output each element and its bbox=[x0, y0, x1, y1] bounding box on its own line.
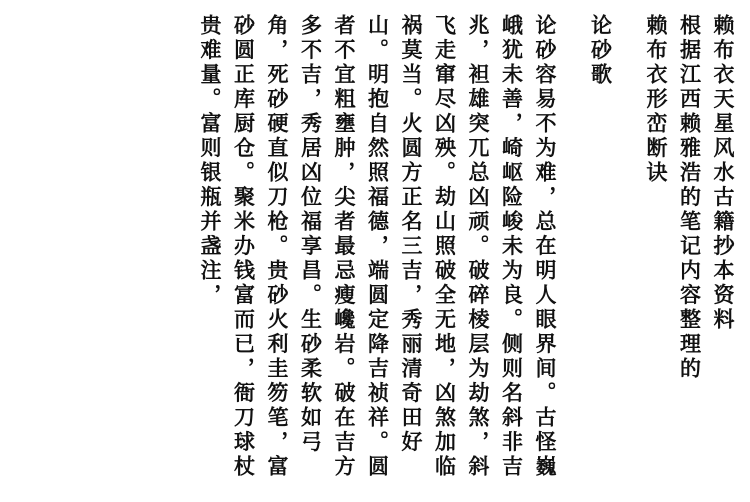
body-text: 论砂容易不为难，总在明人眼界间。古怪巍峨犹未善，崎岖险峻未为良。侧则名斜非吉兆，袒雄突兀总凶顽。破碎棱层为劫煞，斜飞走窜尽凶殃。劫山照破全无地，凶煞加临祸莫当。火圆方正名三吉，秀丽清奇田好山。明抱自然照福德，端圆定降吉祯祥。圆者不宜粗壅肿，尖者最忌瘦巉岩。破在吉方多不吉，秀居凶位福享昌。生砂柔软如弓角，死砂硬直似刀枪。贵砂火利圭笏笔，富砂圆正库厨仓。聚米办钱富而已，衙刀球杖贵难量。富则银瓶并盏注， bbox=[198, 14, 558, 480]
document-heading-line-2: 根据江西赖雅浩的笔记内容整理的 bbox=[677, 14, 703, 382]
book-title: 赖布衣形峦断诀 bbox=[644, 14, 669, 186]
document-heading-line-1: 赖布衣天星风水古籍抄本资料 bbox=[711, 14, 736, 333]
section-title: 论砂歌 bbox=[588, 14, 614, 88]
